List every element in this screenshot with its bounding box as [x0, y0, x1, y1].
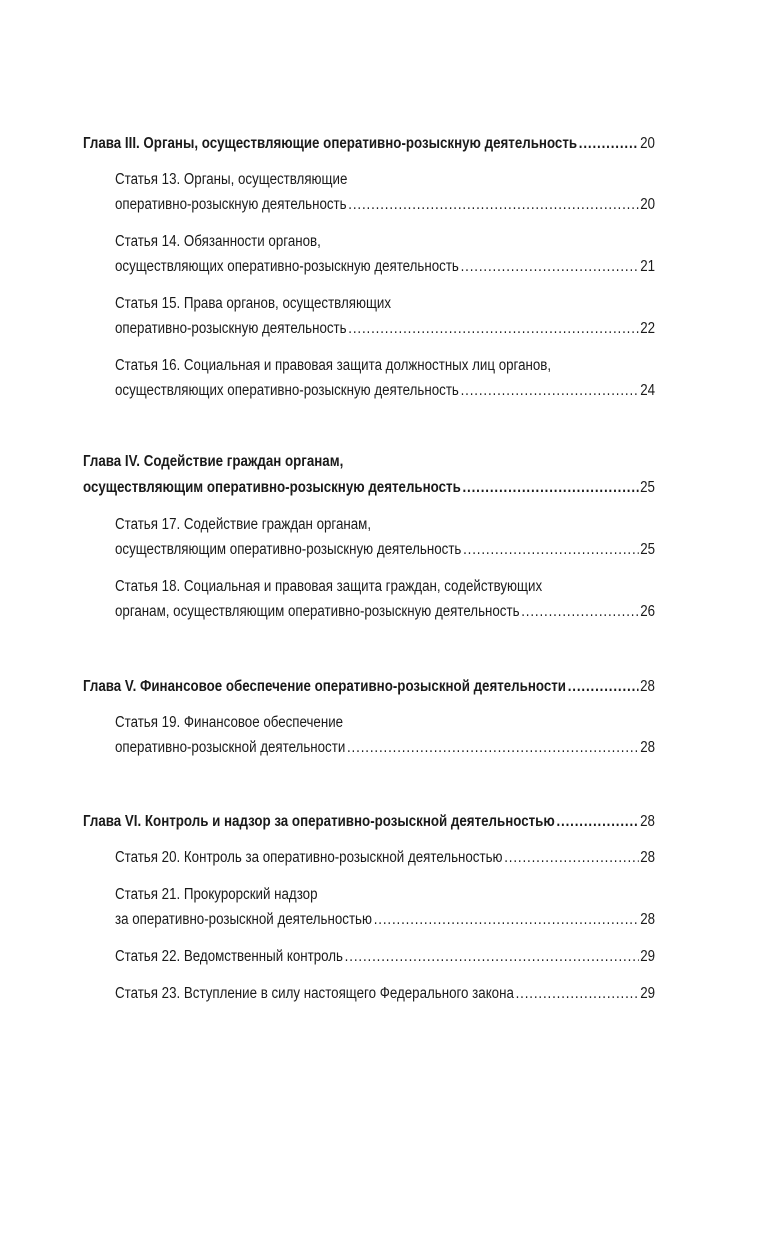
chapter-4-title-cont: осуществляющим оперативно-розыскную деятельность [83, 479, 461, 496]
article-21-entry [115, 910, 655, 930]
dot-leader [504, 848, 638, 868]
dot-leader [345, 947, 639, 967]
article-15-page: 22 [640, 320, 656, 337]
article-14-line-1 [115, 232, 655, 252]
dot-leader [347, 738, 639, 758]
dot-leader [556, 812, 638, 832]
article-14-title-cont: осуществляющих оперативно-розыскную деятельность [115, 258, 459, 275]
dot-leader [374, 910, 639, 930]
article-20-title: Статья 20. Контроль за оперативно-розыскной деятельностью [115, 849, 503, 866]
article-22-entry [115, 947, 655, 967]
article-13-title: Статья 13. Органы, осуществляющие [115, 171, 348, 188]
article-14-page: 21 [640, 258, 656, 275]
article-17-title: Статья 17. Содействие граждан органам, [115, 516, 372, 533]
article-22-title: Статья 22. Ведомственный контроль [115, 948, 343, 965]
dot-leader [521, 602, 638, 622]
chapter-5-page: 28 [640, 678, 655, 695]
article-21-page: 28 [640, 911, 656, 928]
article-19-title: Статья 19. Финансовое обеспечение [115, 714, 344, 731]
article-19-entry [115, 738, 655, 758]
article-22-page: 29 [640, 948, 656, 965]
dot-leader [579, 134, 639, 154]
article-15-title: Статья 15. Права органов, осуществляющих [115, 295, 392, 312]
article-16-page: 24 [640, 382, 656, 399]
dot-leader [463, 540, 638, 560]
chapter-3-entry [83, 134, 655, 154]
dot-leader [568, 677, 639, 697]
chapter-5-title: Глава V. Финансовое обеспечение оперативно-розыскной деятельности [83, 678, 567, 695]
article-18-title-cont: органам, осуществляющим оперативно-розыскную деятельность [115, 603, 520, 620]
chapter-4-title: Глава IV. Содействие граждан органам, [83, 453, 344, 470]
dot-leader [461, 257, 639, 277]
article-18-line-1 [115, 577, 655, 597]
article-13-entry [115, 195, 655, 215]
chapter-3-title: Глава III. Органы, осуществляющие оперативно-розыскную деятельность [83, 135, 578, 152]
article-15-line-1 [115, 294, 655, 314]
article-16-entry [115, 381, 655, 401]
article-18-page: 26 [640, 603, 656, 620]
article-21-title: Статья 21. Прокурорский надзор [115, 886, 318, 903]
chapter-4-line-1 [83, 452, 655, 472]
chapter-6-entry [83, 812, 655, 832]
article-15-title-cont: оперативно-розыскную деятельность [115, 320, 347, 337]
article-18-entry [115, 602, 655, 622]
dot-leader [516, 984, 639, 1004]
article-16-title: Статья 16. Социальная и правовая защита должностных лиц органов, [115, 357, 552, 374]
article-13-title-cont: оперативно-розыскную деятельность [115, 196, 347, 213]
article-17-title-cont: осуществляющим оперативно-розыскную деятельность [115, 541, 462, 558]
article-15-entry [115, 319, 655, 339]
article-17-entry [115, 540, 655, 560]
dot-leader [461, 381, 639, 401]
article-16-title-cont: осуществляющих оперативно-розыскную деятельность [115, 382, 459, 399]
chapter-6-title: Глава VI. Контроль и надзор за оперативно-розыскной деятельностью [83, 813, 555, 830]
article-14-title: Статья 14. Обязанности органов, [115, 233, 321, 250]
chapter-4-page: 25 [640, 479, 655, 496]
article-14-entry [115, 257, 655, 277]
chapter-5-entry [83, 677, 655, 697]
dot-leader [348, 319, 638, 339]
article-16-line-1 [115, 356, 655, 376]
article-21-line-1 [115, 885, 655, 905]
dot-leader [462, 478, 638, 498]
article-18-title: Статья 18. Социальная и правовая защита граждан, содействующих [115, 578, 543, 595]
article-13-line-1 [115, 170, 655, 190]
dot-leader [348, 195, 638, 215]
article-19-line-1 [115, 713, 655, 733]
article-23-page: 29 [640, 985, 656, 1002]
article-17-page: 25 [640, 541, 656, 558]
chapter-3-page: 20 [640, 135, 655, 152]
article-20-page: 28 [640, 849, 656, 866]
article-17-line-1 [115, 515, 655, 535]
article-19-title-cont: оперативно-розыскной деятельности [115, 739, 346, 756]
chapter-6-page: 28 [640, 813, 655, 830]
article-23-entry [115, 984, 655, 1004]
article-20-entry [115, 848, 655, 868]
chapter-4-entry [83, 478, 655, 498]
article-23-title: Статья 23. Вступление в силу настоящего Федерального закона [115, 985, 514, 1002]
article-21-title-cont: за оперативно-розыскной деятельностью [115, 911, 373, 928]
article-13-page: 20 [640, 196, 656, 213]
article-19-page: 28 [640, 739, 656, 756]
